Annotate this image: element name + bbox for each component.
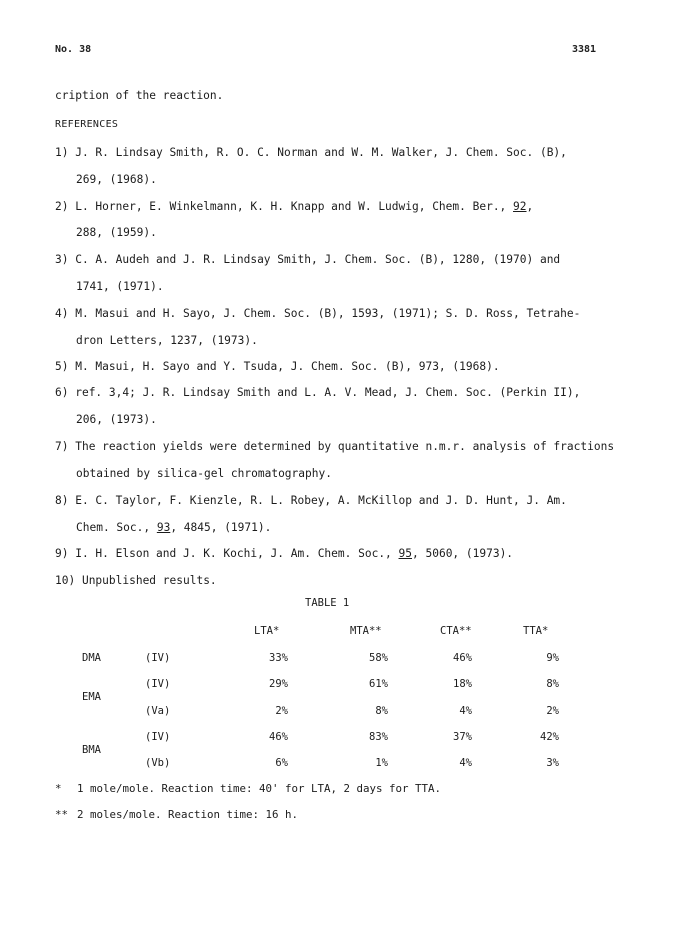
table-cell: 4% [459,705,472,717]
reference-4-line-1 [55,307,580,321]
reference-10-line-1 [55,574,217,588]
table-cell: 58% [369,652,388,664]
group-label: BMA [82,744,101,756]
reference-9-line-1 [55,547,513,561]
reference-number: 7) [55,440,76,453]
reference-number: 1) [55,146,76,159]
reference-text: , 4845, (1971). [170,521,272,534]
table-cell: 3% [546,757,559,769]
table-cell: 29% [269,678,288,690]
reference-text: 1741, (1971). [76,280,164,293]
footnote [55,808,298,821]
reference-text: , [526,200,534,213]
page-number: 3381 [572,44,597,55]
table-cell: 46% [269,731,288,743]
footnote-mark: * [55,782,62,795]
volume-number: 95 [398,547,413,560]
reference-number: 8) [55,494,76,507]
reference-text: M. Masui and H. Sayo, J. Chem. Soc. (B), 1593, (1971); S. D. Ross, Tetrahe- [75,307,581,320]
table-cell: 61% [369,678,388,690]
column-header: MTA** [350,625,382,637]
reference-text: obtained by silica-gel chromatography. [76,467,332,480]
footnote-text: 2 moles/mole. Reaction time: 16 h. [77,808,299,821]
footnote [55,782,441,795]
reference-6-line-2 [76,413,157,427]
reference-8-line-2 [76,521,271,535]
reference-8-line-1 [55,494,567,508]
compound-label: (IV) [145,678,171,690]
reference-text: L. Horner, E. Winkelmann, K. H. Knapp and W. Ludwig, Chem. Ber., [75,200,514,213]
table-cell: 2% [546,705,559,717]
reference-7-line-1 [55,440,614,454]
group-label: DMA [82,652,101,664]
column-header: LTA* [254,625,280,637]
reference-number: 10) [55,574,82,587]
reference-text: 269, (1968). [76,173,157,186]
compound-label: (IV) [145,731,171,743]
reference-text: ref. 3,4; J. R. Lindsay Smith and L. A. V. Mead, J. Chem. Soc. (Perkin II), [75,386,581,399]
reference-text: I. H. Elson and J. K. Kochi, J. Am. Chem. Soc., [75,547,399,560]
footnote-text: 1 mole/mole. Reaction time: 40' for LTA, 2 days for TTA. [77,782,442,795]
intro-text: cription of the reaction. [55,89,224,102]
reference-number: 4) [55,307,76,320]
table-cell: 4% [459,757,472,769]
compound-label: (Va) [145,705,171,717]
reference-2-line-2 [76,226,157,240]
table-cell: 33% [269,652,288,664]
reference-text: 206, (1973). [76,413,157,426]
references-heading: REFERENCES [55,119,119,130]
table-cell: 8% [375,705,388,717]
table-cell: 6% [275,757,288,769]
reference-4-line-2 [76,334,258,348]
reference-text: 288, (1959). [76,226,157,239]
reference-text: dron Letters, 1237, (1973). [76,334,258,347]
reference-text: The reaction yields were determined by quantitative n.m.r. analysis of fractions [75,440,615,453]
reference-text: Chem. Soc., [76,521,157,534]
reference-text: E. C. Taylor, F. Kienzle, R. L. Robey, A. McKillop and J. D. Hunt, J. Am. [75,494,567,507]
volume-number: 92 [513,200,527,213]
table-title: TABLE 1 [305,597,350,609]
table-cell: 46% [453,652,472,664]
reference-number: 9) [55,547,76,560]
reference-3-line-2 [76,280,164,294]
table-cell: 83% [369,731,388,743]
reference-number: 2) [55,200,76,213]
reference-number: 3) [55,253,76,266]
reference-7-line-2 [76,467,332,481]
column-header: CTA** [440,625,472,637]
table-cell: 42% [540,731,559,743]
column-header: TTA* [523,625,549,637]
reference-number: 5) [55,360,76,373]
reference-text: Unpublished results. [81,574,217,587]
reference-2-line-1 [55,200,533,214]
volume-number: 93 [156,521,171,534]
reference-6-line-1 [55,386,580,400]
journal-issue-number: No. 38 [55,44,92,55]
table-cell: 9% [546,652,559,664]
footnote-mark: ** [55,808,69,821]
compound-label: (IV) [145,652,171,664]
reference-3-line-1 [55,253,560,267]
table-cell: 37% [453,731,472,743]
table-cell: 2% [275,705,288,717]
table-cell: 8% [546,678,559,690]
reference-text: , 5060, (1973). [412,547,514,560]
reference-number: 6) [55,386,76,399]
reference-5-line-1 [55,360,500,374]
reference-text: J. R. Lindsay Smith, R. O. C. Norman and W. M. Walker, J. Chem. Soc. (B), [75,146,567,159]
table-cell: 1% [375,757,388,769]
reference-1-line-1 [55,146,567,160]
reference-text: C. A. Audeh and J. R. Lindsay Smith, J. Chem. Soc. (B), 1280, (1970) and [75,253,561,266]
group-label: EMA [82,691,101,703]
reference-text: M. Masui, H. Sayo and Y. Tsuda, J. Chem. Soc. (B), 973, (1968). [75,360,500,373]
reference-1-line-2 [76,173,157,187]
table-cell: 18% [453,678,472,690]
compound-label: (Vb) [145,757,171,769]
